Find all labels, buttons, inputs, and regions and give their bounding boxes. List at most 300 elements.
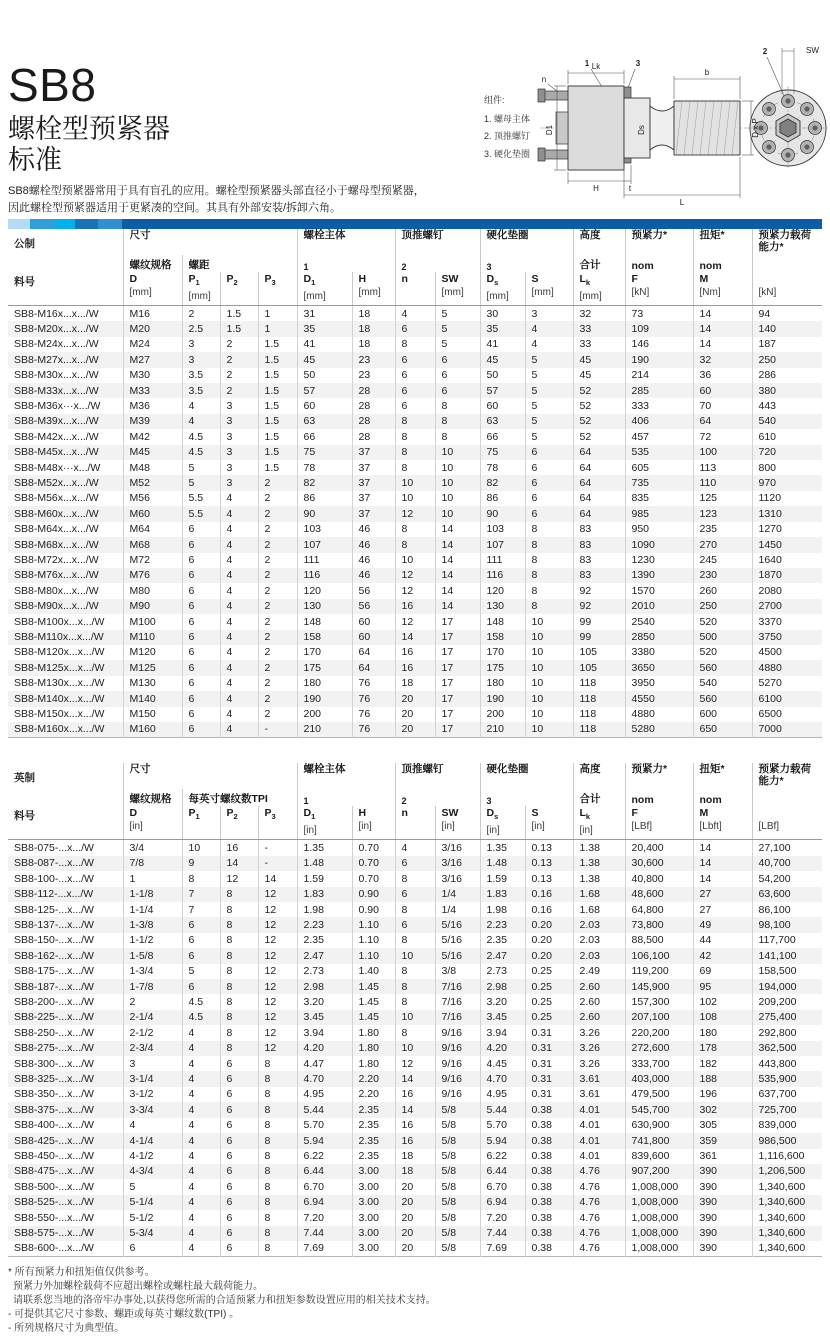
value-cell: 1.83 — [297, 887, 352, 902]
value-cell: 1.5 — [258, 429, 297, 444]
value-cell: 362,500 — [752, 1041, 822, 1056]
dim-label-h: H — [593, 184, 599, 193]
value-cell: 4 — [395, 306, 435, 322]
value-cell: 6 — [182, 614, 220, 629]
value-cell: 286 — [752, 368, 822, 383]
value-cell: 6.22 — [297, 1149, 352, 1164]
value-cell: 8 — [395, 445, 435, 460]
value-cell: 3 — [123, 1056, 182, 1071]
value-cell: 6.44 — [480, 1164, 525, 1179]
value-cell: 1/4 — [435, 887, 480, 902]
value-cell: 1.45 — [352, 994, 395, 1009]
technical-drawing-region — [468, 40, 830, 212]
value-cell: 3 — [220, 414, 258, 429]
value-cell: 0.70 — [352, 840, 395, 856]
column-symbol-header: S [in] — [525, 806, 573, 840]
value-cell: 4 — [182, 1087, 220, 1102]
table-row — [8, 676, 822, 691]
column-subheader: 2 — [395, 255, 480, 272]
value-cell: 7.20 — [480, 1210, 525, 1225]
table-row — [8, 840, 822, 856]
component-item: 2. 顶推螺钉 — [484, 131, 531, 142]
page-title: SB8 — [8, 59, 97, 111]
value-cell: 4.95 — [297, 1087, 352, 1102]
value-cell: 285 — [625, 383, 693, 398]
value-cell: 6 — [525, 475, 573, 490]
value-cell: M80 — [123, 583, 182, 598]
value-cell: 14 — [693, 337, 752, 352]
value-cell: 7.69 — [297, 1241, 352, 1257]
value-cell: 14 — [435, 583, 480, 598]
value-cell: 292,800 — [752, 1025, 822, 1040]
callout-1: 1 — [584, 59, 590, 68]
value-cell: 5/16 — [435, 948, 480, 963]
value-cell: 2.20 — [352, 1071, 395, 1086]
value-cell: 57 — [480, 383, 525, 398]
value-cell: 630,900 — [625, 1118, 693, 1133]
value-cell: 8 — [258, 1056, 297, 1071]
column-symbol-header: SW [mm] — [435, 272, 480, 306]
dim-label-ds: Ds — [637, 125, 646, 135]
value-cell: 119,200 — [625, 964, 693, 979]
value-cell: M27 — [123, 352, 182, 367]
column-subheader: nom — [693, 255, 752, 272]
value-cell: 250 — [752, 352, 822, 367]
value-cell: 1.10 — [352, 917, 395, 932]
part-number-cell: SB8-M160x...x.../W — [14, 723, 105, 736]
value-cell: 1/4 — [435, 902, 480, 917]
value-cell: 390 — [693, 1164, 752, 1179]
value-cell: 109 — [625, 321, 693, 336]
value-cell: 45 — [297, 352, 352, 367]
value-cell: 907,200 — [625, 1164, 693, 1179]
value-cell: 835 — [625, 491, 693, 506]
value-cell: 56 — [352, 583, 395, 598]
value-cell: M56 — [123, 491, 182, 506]
value-cell: 16 — [395, 645, 435, 660]
value-cell: 92 — [573, 599, 625, 614]
value-cell: 48,600 — [625, 887, 693, 902]
value-cell: 92 — [573, 583, 625, 598]
value-cell: 6 — [220, 1133, 258, 1148]
value-cell: 88,500 — [625, 933, 693, 948]
value-cell: 82 — [297, 475, 352, 490]
value-cell: 75 — [480, 445, 525, 460]
value-cell: 1,340,600 — [752, 1179, 822, 1194]
value-cell: M100 — [123, 614, 182, 629]
value-cell: 0.31 — [525, 1087, 573, 1102]
value-cell: 64 — [573, 475, 625, 490]
value-cell: 1230 — [625, 553, 693, 568]
value-cell: 4.70 — [480, 1071, 525, 1086]
dim-label-n: n — [541, 75, 547, 84]
value-cell: 1.5 — [220, 321, 258, 336]
value-cell: 1.5 — [258, 445, 297, 460]
value-cell: 78 — [297, 460, 352, 475]
part-number-header — [8, 763, 123, 840]
table-row — [8, 599, 822, 614]
value-cell: 5.94 — [480, 1133, 525, 1148]
value-cell: 235 — [693, 522, 752, 537]
value-cell: 0.25 — [525, 979, 573, 994]
column-symbol-header: $D_1$ [in] — [297, 806, 352, 840]
value-cell: 4.01 — [573, 1133, 625, 1148]
part-number-cell: SB8-M52x...x.../W — [14, 476, 99, 489]
value-cell: 0.31 — [525, 1056, 573, 1071]
value-cell: 1.59 — [480, 871, 525, 886]
value-cell: 4.5 — [182, 1010, 220, 1025]
value-cell: 86 — [297, 491, 352, 506]
value-cell: 52 — [573, 383, 625, 398]
value-cell: 170 — [480, 645, 525, 660]
column-symbol-header: $P_1$ [mm] — [182, 272, 220, 306]
value-cell: M48 — [123, 460, 182, 475]
value-cell: 5 — [525, 414, 573, 429]
value-cell: 23 — [352, 368, 395, 383]
value-cell: 2 — [258, 691, 297, 706]
value-cell: 16 — [395, 1133, 435, 1148]
value-cell: 94 — [752, 306, 822, 322]
part-number-label: 料号 — [14, 810, 35, 823]
callout-3: 3 — [635, 59, 641, 68]
value-cell: 1.5 — [220, 306, 258, 322]
value-cell: 83 — [573, 522, 625, 537]
value-cell: 17 — [435, 691, 480, 706]
value-cell: 60 — [352, 614, 395, 629]
value-cell: 6.44 — [297, 1164, 352, 1179]
table-row — [8, 368, 822, 383]
part-number-cell: SB8-500-...x.../W — [14, 1180, 94, 1193]
part-number-cell: SB8-M90x...x.../W — [14, 600, 99, 613]
table-row — [8, 917, 822, 932]
value-cell: 6 — [182, 917, 220, 932]
value-cell: 18 — [395, 1164, 435, 1179]
table-row — [8, 352, 822, 367]
value-cell: 6 — [395, 917, 435, 932]
value-cell: 20 — [395, 1226, 435, 1241]
value-cell: 16 — [395, 599, 435, 614]
value-cell: 1.35 — [480, 840, 525, 856]
value-cell: 10 — [525, 707, 573, 722]
value-cell: 4.5 — [182, 994, 220, 1009]
value-cell: 2 — [258, 614, 297, 629]
value-cell: 69 — [693, 964, 752, 979]
value-cell: 1.38 — [573, 856, 625, 871]
table-row — [8, 871, 822, 886]
value-cell: 4 — [220, 599, 258, 614]
value-cell: M45 — [123, 445, 182, 460]
value-cell: 16 — [395, 660, 435, 675]
value-cell: 157,300 — [625, 994, 693, 1009]
part-number-cell: SB8-M20x...x.../W — [14, 322, 99, 335]
value-cell: 3.20 — [297, 994, 352, 1009]
table-row — [8, 630, 822, 645]
value-cell: 12 — [258, 933, 297, 948]
value-cell: 0.25 — [525, 1010, 573, 1025]
value-cell: 3.94 — [480, 1025, 525, 1040]
value-cell: 3 — [182, 337, 220, 352]
table-row — [8, 887, 822, 902]
value-cell: 14 — [395, 1102, 435, 1117]
value-cell: 35 — [480, 321, 525, 336]
value-cell: 1.45 — [352, 979, 395, 994]
value-cell: 5 — [182, 475, 220, 490]
value-cell: 403,000 — [625, 1071, 693, 1086]
variant-title: 标准 — [8, 145, 62, 176]
value-cell: 12 — [258, 1010, 297, 1025]
value-cell: 4 — [220, 630, 258, 645]
value-cell: 64 — [573, 445, 625, 460]
value-cell: 2.35 — [480, 933, 525, 948]
value-cell: 103 — [297, 522, 352, 537]
column-symbol-header: F [kN] — [625, 272, 693, 306]
value-cell: 64,800 — [625, 902, 693, 917]
value-cell: 5/8 — [435, 1241, 480, 1257]
value-cell: 2 — [258, 506, 297, 521]
value-cell: 2 — [182, 306, 220, 322]
value-cell: 1-1/8 — [123, 887, 182, 902]
value-cell: 275,400 — [752, 1010, 822, 1025]
part-number-cell: SB8-M36x···x.../W — [14, 399, 101, 412]
table-row — [8, 1210, 822, 1225]
value-cell: 20 — [395, 1241, 435, 1257]
component-item: 1. 螺母主体 — [484, 113, 531, 124]
part-number-cell: SB8-225-...x.../W — [14, 1011, 94, 1024]
value-cell: 36 — [693, 368, 752, 383]
value-cell: 20 — [395, 1210, 435, 1225]
value-cell: 12 — [395, 1056, 435, 1071]
column-symbol-header: F [LBf] — [625, 806, 693, 840]
value-cell: 1 — [258, 306, 297, 322]
value-cell: 23 — [352, 352, 395, 367]
part-number-cell: SB8-600-...x.../W — [14, 1242, 94, 1255]
column-symbol-header: M [Nm] — [693, 272, 752, 306]
value-cell: 3.45 — [480, 1010, 525, 1025]
value-cell: 64 — [573, 460, 625, 475]
value-cell: 18 — [352, 306, 395, 322]
value-cell: 1090 — [625, 537, 693, 552]
value-cell: 118 — [573, 707, 625, 722]
value-cell: 4.01 — [573, 1118, 625, 1133]
value-cell: 10 — [525, 722, 573, 738]
value-cell: 560 — [693, 691, 752, 706]
value-cell: 4.76 — [573, 1226, 625, 1241]
value-cell: 6 — [182, 645, 220, 660]
title-block — [8, 59, 438, 217]
value-cell: 146 — [625, 337, 693, 352]
value-cell: 20 — [395, 1195, 435, 1210]
value-cell: 37 — [352, 445, 395, 460]
value-cell: 2850 — [625, 630, 693, 645]
value-cell: 0.38 — [525, 1226, 573, 1241]
value-cell: 1.38 — [573, 871, 625, 886]
value-cell: 50 — [480, 368, 525, 383]
table-row — [8, 660, 822, 675]
table-row — [8, 583, 822, 598]
value-cell: 20 — [395, 722, 435, 738]
value-cell: 5280 — [625, 722, 693, 738]
value-cell: M64 — [123, 522, 182, 537]
table-row — [8, 1056, 822, 1071]
value-cell: 107 — [297, 537, 352, 552]
value-cell: 3.26 — [573, 1025, 625, 1040]
value-cell: M72 — [123, 553, 182, 568]
value-cell: 12 — [258, 979, 297, 994]
value-cell: 5.44 — [480, 1102, 525, 1117]
value-cell: 6 — [395, 398, 435, 413]
part-number-cell: SB8-M150x...x.../W — [14, 708, 105, 721]
footnote: 请联系您当地的洛帝牢办事处,以获得您所需的合适预紧力和扭矩参数设置应用的相关技术支持。 — [13, 1295, 436, 1307]
value-cell: 8 — [220, 887, 258, 902]
value-cell: 111 — [480, 553, 525, 568]
value-cell: 302 — [693, 1102, 752, 1117]
value-cell: 3 — [220, 429, 258, 444]
value-cell: 479,500 — [625, 1087, 693, 1102]
value-cell: 130 — [297, 599, 352, 614]
value-cell: 2.49 — [573, 964, 625, 979]
value-cell: 5/8 — [435, 1164, 480, 1179]
value-cell: 5 — [123, 1179, 182, 1194]
value-cell: 3.26 — [573, 1041, 625, 1056]
value-cell: 2540 — [625, 614, 693, 629]
column-subheader — [752, 255, 822, 272]
value-cell: 0.13 — [525, 871, 573, 886]
value-cell: 5/16 — [435, 917, 480, 932]
value-cell: 3/16 — [435, 840, 480, 856]
part-number-cell: SB8-M39x...x.../W — [14, 415, 99, 428]
value-cell: 18 — [352, 321, 395, 336]
value-cell: 4500 — [752, 645, 822, 660]
value-cell: 1 — [258, 321, 297, 336]
value-cell: 10 — [435, 506, 480, 521]
column-subheader: nom — [693, 789, 752, 806]
value-cell: 111 — [297, 553, 352, 568]
description-line: SB8螺栓型预紧器常用于具有盲孔的应用。螺栓型预紧器头部直径小于螺母型预紧器， — [8, 184, 425, 197]
value-cell: 1.5 — [258, 398, 297, 413]
value-cell: 3.26 — [573, 1056, 625, 1071]
value-cell: 390 — [693, 1226, 752, 1241]
value-cell: 60 — [693, 383, 752, 398]
value-cell: 3 — [220, 398, 258, 413]
value-cell: 2 — [220, 383, 258, 398]
value-cell: M39 — [123, 414, 182, 429]
part-number-cell: SB8-M30x...x.../W — [14, 369, 99, 382]
value-cell: 83 — [573, 553, 625, 568]
column-group-height: 高度 — [573, 763, 625, 789]
value-cell: 180 — [480, 676, 525, 691]
value-cell: 12 — [258, 1041, 297, 1056]
value-cell: 14 — [693, 306, 752, 322]
value-cell: 194,000 — [752, 979, 822, 994]
value-cell: 4.76 — [573, 1241, 625, 1257]
value-cell: 12 — [395, 614, 435, 629]
column-group-washer: 硬化垫圈 — [480, 763, 573, 789]
value-cell: 970 — [752, 475, 822, 490]
value-cell: 3650 — [625, 660, 693, 675]
value-cell: 4 — [220, 491, 258, 506]
value-cell: 37 — [352, 460, 395, 475]
value-cell: 1.5 — [258, 352, 297, 367]
value-cell: 73 — [625, 306, 693, 322]
value-cell: 214 — [625, 368, 693, 383]
value-cell: 158 — [297, 630, 352, 645]
value-cell: 4 — [182, 1179, 220, 1194]
value-cell: 12 — [258, 917, 297, 932]
value-cell: M68 — [123, 537, 182, 552]
value-cell: 6 — [182, 948, 220, 963]
value-cell: 2 — [258, 676, 297, 691]
value-cell: 8 — [395, 429, 435, 444]
value-cell: 7 — [182, 887, 220, 902]
table-row — [8, 933, 822, 948]
value-cell: 4.5 — [182, 429, 220, 444]
value-cell: 8 — [258, 1226, 297, 1241]
value-cell: 10 — [525, 645, 573, 660]
value-cell: 10 — [435, 491, 480, 506]
value-cell: 5 — [525, 398, 573, 413]
value-cell: 1.5 — [258, 383, 297, 398]
value-cell: 6 — [182, 583, 220, 598]
value-cell: 17 — [435, 645, 480, 660]
value-cell: 1270 — [752, 522, 822, 537]
value-cell: 4.5 — [182, 445, 220, 460]
value-cell: 117,700 — [752, 933, 822, 948]
value-cell: 6 — [395, 887, 435, 902]
value-cell: 6 — [220, 1102, 258, 1117]
value-cell: 1450 — [752, 537, 822, 552]
column-subheader: 每英寸螺纹数TPI — [182, 789, 297, 806]
value-cell: 33 — [573, 337, 625, 352]
value-cell: 3/4 — [123, 840, 182, 856]
value-cell: 2080 — [752, 583, 822, 598]
column-subheader: 2 — [395, 789, 480, 806]
value-cell: 5/8 — [435, 1118, 480, 1133]
value-cell: 6 — [182, 707, 220, 722]
value-cell: 141,100 — [752, 948, 822, 963]
column-subheader: 螺距 — [182, 255, 297, 272]
value-cell: 50 — [297, 368, 352, 383]
column-group-jack: 顶推螺钉 — [395, 763, 480, 789]
dim-label-sw: SW — [806, 46, 819, 55]
value-cell: 0.70 — [352, 856, 395, 871]
value-cell: 1-1/2 — [123, 933, 182, 948]
value-cell: 4 — [220, 614, 258, 629]
column-symbol-header: n — [395, 806, 435, 840]
value-cell: 200 — [297, 707, 352, 722]
value-cell: 3-3/4 — [123, 1102, 182, 1117]
value-cell: 0.38 — [525, 1102, 573, 1117]
table-row — [8, 445, 822, 460]
value-cell: M120 — [123, 645, 182, 660]
value-cell: 200 — [480, 707, 525, 722]
value-cell: 500 — [693, 630, 752, 645]
value-cell: 4 — [182, 1056, 220, 1071]
value-cell: 741,800 — [625, 1133, 693, 1148]
value-cell: 10 — [435, 460, 480, 475]
value-cell: 5 — [525, 352, 573, 367]
table-row — [8, 979, 822, 994]
value-cell: 14 — [693, 840, 752, 856]
value-cell: 1-1/4 — [123, 902, 182, 917]
value-cell: 4.20 — [297, 1041, 352, 1056]
column-symbol-header: D [in] — [123, 806, 182, 840]
value-cell: 6 — [220, 1149, 258, 1164]
value-cell: 99 — [573, 630, 625, 645]
value-cell: 14 — [693, 871, 752, 886]
value-cell: 540 — [752, 414, 822, 429]
value-cell: 73,800 — [625, 917, 693, 932]
value-cell: 10 — [525, 660, 573, 675]
